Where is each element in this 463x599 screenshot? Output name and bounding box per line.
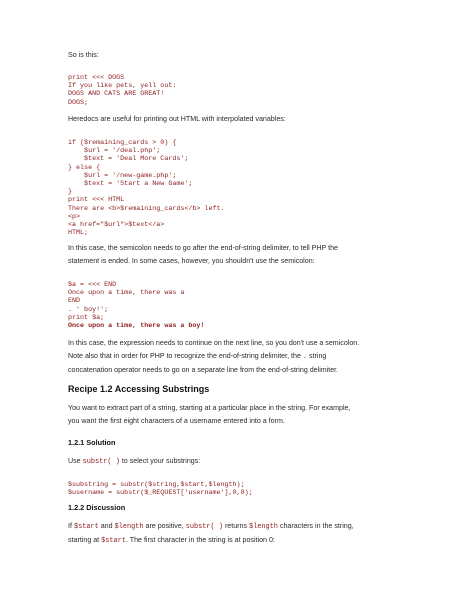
text-span: to select your substrings: xyxy=(121,457,201,465)
code-line: } else { xyxy=(68,163,101,172)
code-line: DOGS; xyxy=(68,98,89,107)
code-line: Once upon a time, there was a xyxy=(68,289,185,298)
code-line: If you like pets, yell out: xyxy=(68,82,177,91)
code-line: $url = '/new-game.php'; xyxy=(68,171,177,180)
code-line: HTML; xyxy=(68,229,89,238)
paragraph-solution xyxy=(68,455,408,469)
text-line: In this case, the expression needs to continue on the next line, so you don't use a semicolon. xyxy=(68,339,360,347)
text-span: characters in the string, xyxy=(279,522,354,530)
text-line: In this case, the semicolon needs to go after the end-of-string delimiter, to tell PHP the xyxy=(68,244,338,252)
text-line: concatenation operator needs to go on a separate line from the end-of-string delimiter. xyxy=(68,366,339,375)
inline-code: $start xyxy=(101,537,126,546)
paragraph-problem xyxy=(68,402,408,428)
code-line: print <<< HTML xyxy=(68,196,125,205)
code-block-html xyxy=(68,139,225,237)
text-line xyxy=(68,350,408,364)
code-line: There are <b>$remaining_cards</b> left. xyxy=(68,204,225,213)
text-span: . The first character in the string is at position 0: xyxy=(125,536,275,545)
text-span: returns xyxy=(224,522,248,530)
text-line xyxy=(68,520,408,534)
text-span: If xyxy=(68,522,72,530)
text-line: you want the first eight characters of a username entered into a form. xyxy=(68,417,285,426)
code-line: <a href="$url">$text</a> xyxy=(68,220,165,229)
paragraph-discussion xyxy=(68,520,408,548)
inline-code: . xyxy=(302,353,308,362)
paragraph-heredocs: Heredocs are useful for printing out HTML with interpolated variables: xyxy=(68,115,286,123)
paragraph-expression xyxy=(68,337,408,378)
inline-code: substr( ) xyxy=(82,458,120,466)
paragraph-semicolon xyxy=(68,242,408,268)
text-span: Note also that in order for PHP to recognize the end-of-string delimiter, the xyxy=(68,352,301,361)
code-line: print <<< DOGS xyxy=(68,74,125,82)
code-line: $text = 'Start a New Game'; xyxy=(68,179,193,188)
recipe-heading: Recipe 1.2 Accessing Substrings xyxy=(68,384,210,394)
code-line: $url = '/deal.php'; xyxy=(68,147,161,156)
text-line: You want to extract part of a string, starting at a particular place in the string. For example, xyxy=(68,404,351,412)
text-span: starting at xyxy=(68,536,100,545)
code-output-line: Once upon a time, there was a boy! xyxy=(68,321,205,330)
code-block-substr xyxy=(68,481,253,497)
code-line: END xyxy=(68,297,81,306)
code-line: <p> xyxy=(68,212,81,221)
inline-code: $length xyxy=(249,523,278,531)
code-line: $username = substr($_REQUEST['username'],0,8); xyxy=(68,489,253,498)
code-line: } xyxy=(68,188,73,197)
code-line: $substring = substr($string,$start,$length); xyxy=(68,481,245,489)
discussion-heading: 1.2.2 Discussion xyxy=(68,503,126,512)
text-line: statement is ended. In some cases, however, you shouldn't use the semicolon: xyxy=(68,257,315,266)
text-line xyxy=(68,534,408,548)
code-line: DOGS AND CATS ARE GREAT! xyxy=(68,90,165,99)
code-line: $a = <<< END xyxy=(68,281,117,289)
text-span: are positive, xyxy=(145,522,184,530)
inline-code: $length xyxy=(114,523,144,531)
code-block-dogs xyxy=(68,74,176,107)
text-span: string xyxy=(309,352,327,361)
code-line: if ($remaining_cards > 0) { xyxy=(68,139,177,147)
text-span: and xyxy=(100,522,113,530)
code-line: $text = 'Deal More Cards'; xyxy=(68,155,189,164)
inline-code: substr( ) xyxy=(185,523,223,531)
text-span: Use xyxy=(68,457,81,465)
code-block-boy xyxy=(68,281,204,330)
code-line: print $a; xyxy=(68,313,105,322)
code-line: . ' boy!'; xyxy=(68,305,109,314)
solution-heading: 1.2.1 Solution xyxy=(68,438,116,447)
paragraph-intro: So is this: xyxy=(68,51,99,59)
inline-code: $start xyxy=(73,523,99,531)
